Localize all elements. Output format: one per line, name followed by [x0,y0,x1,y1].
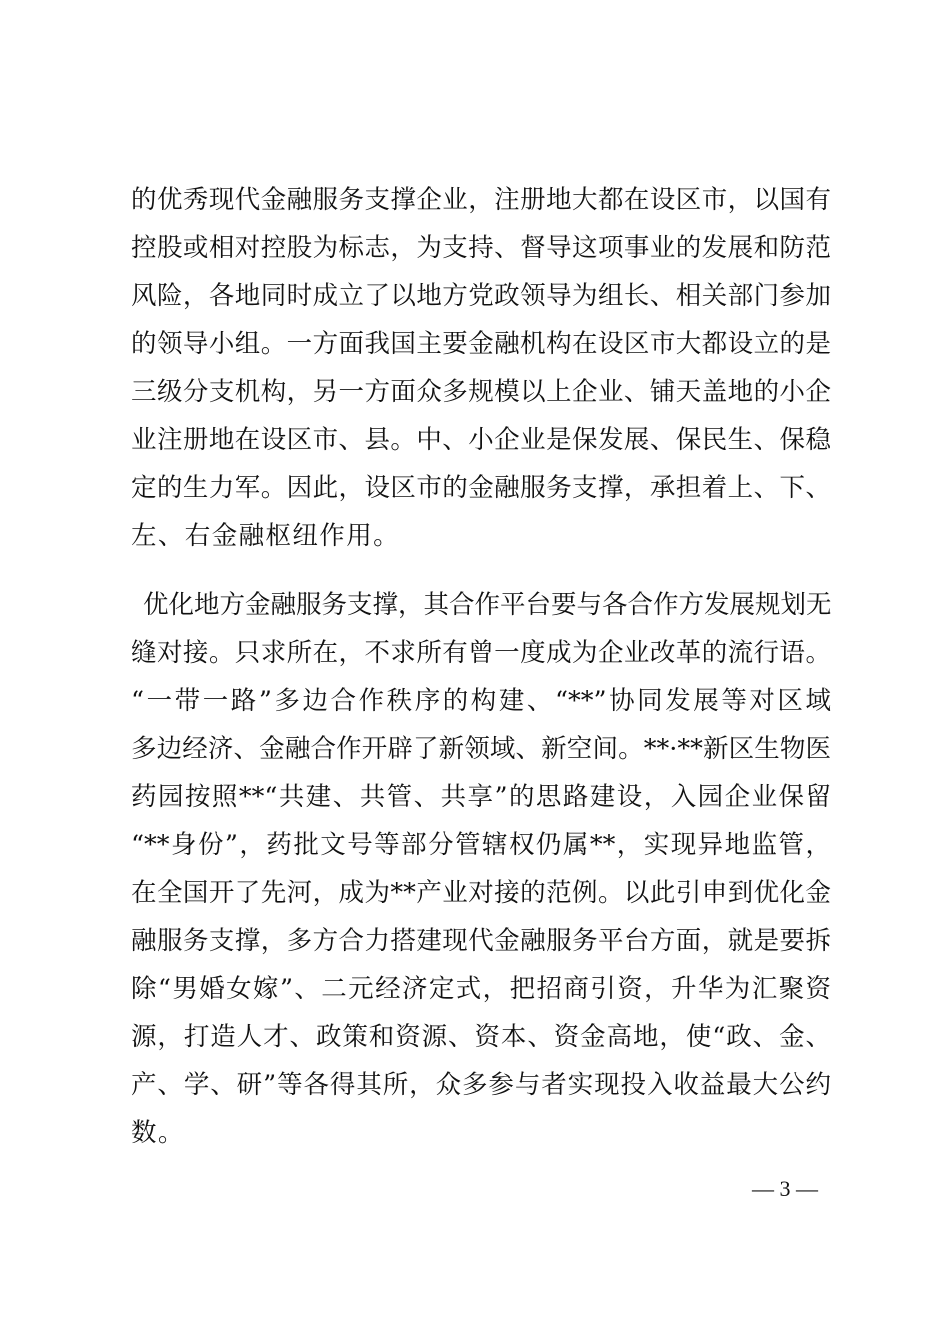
text-line: 风险，各地同时成立了以地方党政领导为组长、相关部门参加 [131,281,831,311]
text-line: 定的生力军。因此，设区市的金融服务支撑，承担着上、下、 [131,473,831,503]
text-line: “**身份”，药批文号等部分管辖权仍属**，实现异地监管， [131,830,831,860]
text-line: 的领导小组。一方面我国主要金融机构在设区市大都设立的是 [131,329,831,359]
text-line: 数。 [131,1118,185,1148]
text-line: 在全国开了先河，成为**产业对接的范例。以此引申到优化金 [131,878,831,908]
text-line: 左、右金融枢纽作用。 [131,521,401,551]
text-line: 源，打造人才、政策和资源、资本、资金高地，使“政、金、 [131,1022,831,1052]
text-line: 缝对接。只求所在，不求所有曾一度成为企业改革的流行语。 [131,638,831,668]
text-line: 三级分支机构，另一方面众多规模以上企业、铺天盖地的小企 [131,377,831,407]
text-line: 药园按照**“共建、共管、共享”的思路建设，入园企业保留 [131,782,831,812]
text-line: 除“男婚女嫁”、二元经济定式，把招商引资，升华为汇聚资 [131,974,831,1004]
text-line: 产、学、研”等各得其所，众多参与者实现投入收益最大公约 [131,1070,831,1100]
text-line: 融服务支撑，多方合力搭建现代金融服务平台方面，就是要拆 [131,926,831,956]
paragraph-1 [131,176,831,560]
text-line: 控股或相对控股为标志，为支持、督导这项事业的发展和防范 [131,233,831,263]
text-line: 业注册地在设区市、县。中、小企业是保发展、保民生、保稳 [131,425,831,455]
text-line: 的优秀现代金融服务支撑企业，注册地大都在设区市，以国有 [131,185,831,215]
page-number: — 3 — [752,1176,818,1201]
text-line: “一带一路”多边合作秩序的构建、“**”协同发展等对区域 [131,686,831,716]
paragraph-2 [131,581,831,1157]
text-line: 优化地方金融服务支撑，其合作平台要与各合作方发展规划无 [143,590,832,620]
text-line: 多边经济、金融合作开辟了新领域、新空间。**·**新区生物医 [131,734,831,764]
